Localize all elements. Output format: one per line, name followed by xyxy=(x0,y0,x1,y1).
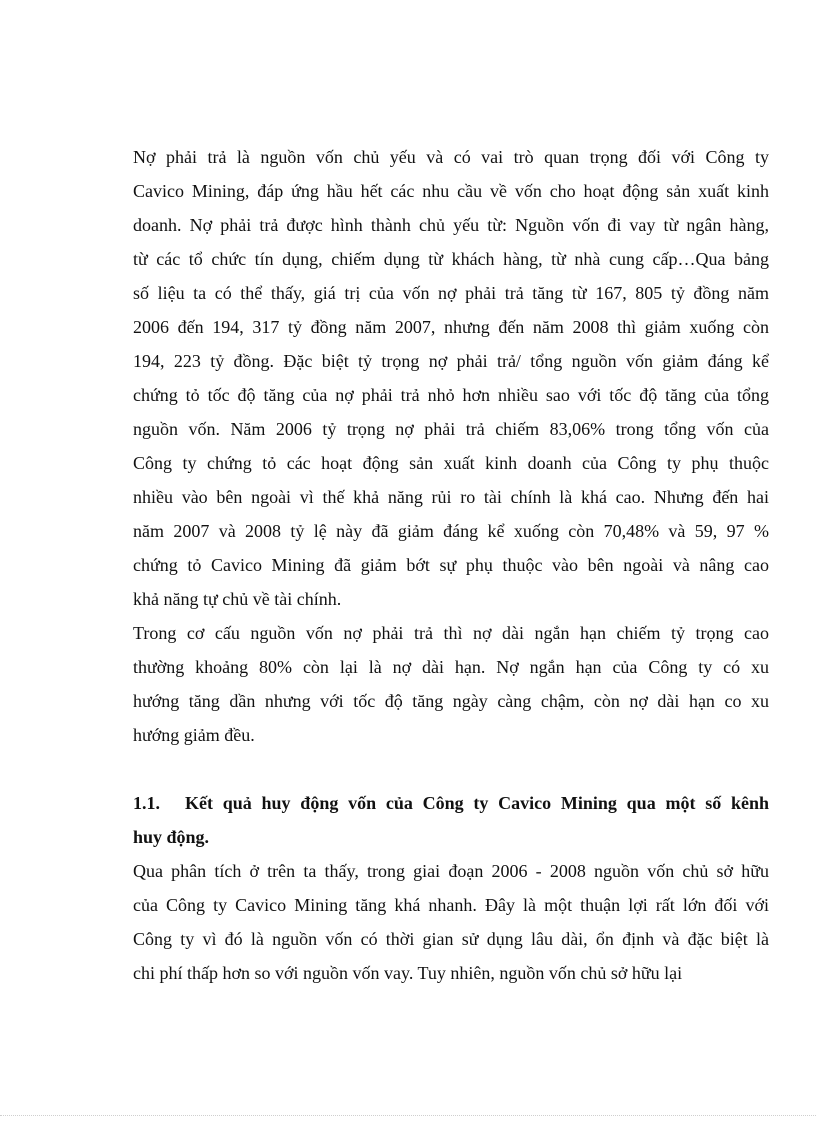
document-body xyxy=(133,140,769,990)
heading-text: Kết quả huy động vốn của Công ty Cavico Mining qua một số kênh xyxy=(185,793,769,813)
text-line: Công ty vì đó là nguồn vốn có thời gian sử dụng lâu dài, ổn định và đặc biệt là xyxy=(133,929,769,949)
text-line: chứng tỏ tốc độ tăng của nợ phải trả nhỏ hơn nhiều sao với tốc độ tăng của tổng xyxy=(133,385,769,405)
paragraph-debt-structure xyxy=(133,616,769,752)
text-line: chi phí thấp hơn so với nguồn vốn vay. Tuy nhiên, nguồn vốn chủ sở hữu lại xyxy=(133,963,683,983)
paragraph-spacer xyxy=(133,752,769,786)
page-bottom-divider xyxy=(0,1115,816,1116)
text-line: Nợ phải trả là nguồn vốn chủ yếu và có vai trò quan trọng đối với Công ty xyxy=(133,147,769,167)
text-line: năm 2007 và 2008 tỷ lệ này đã giảm đáng kể xuống còn 70,48% và 59, 97 % xyxy=(133,521,769,541)
text-line: chứng tỏ Cavico Mining đã giảm bớt sự phụ thuộc vào bên ngoài và nâng cao xyxy=(133,555,769,575)
text-line: hướng tăng dần nhưng với tốc độ tăng ngày càng chậm, còn nợ dài hạn co xu xyxy=(133,691,769,711)
text-line: Công ty chứng tỏ các hoạt động sản xuất kinh doanh của Công ty phụ thuộc xyxy=(133,453,769,473)
text-line: từ các tổ chức tín dụng, chiếm dụng từ khách hàng, từ nhà cung cấp…Qua bảng xyxy=(133,249,769,269)
heading-line: huy động. xyxy=(133,827,210,847)
text-line: 2006 đến 194, 317 tỷ đồng năm 2007, nhưng đến năm 2008 thì giảm xuống còn xyxy=(133,317,769,337)
text-line: Cavico Mining, đáp ứng hầu hết các nhu cầu về vốn cho hoạt động sản xuất kinh xyxy=(133,181,769,201)
text-line: hướng giảm đều. xyxy=(133,725,255,745)
paragraph-equity xyxy=(133,854,769,990)
heading-line xyxy=(133,786,769,820)
text-line: thường khoảng 80% còn lại là nợ dài hạn. Nợ ngắn hạn của Công ty có xu xyxy=(133,657,769,677)
section-heading xyxy=(133,786,769,854)
text-line: nhiều vào bên ngoài vì thế khả năng rủi ro tài chính là khá cao. Nhưng đến hai xyxy=(133,487,769,507)
text-line: Qua phân tích ở trên ta thấy, trong giai đoạn 2006 - 2008 nguồn vốn chủ sở hữu xyxy=(133,861,769,881)
text-line: nguồn vốn. Năm 2006 tỷ trọng nợ phải trả chiếm 83,06% trong tổng vốn của xyxy=(133,419,769,439)
text-line: 194, 223 tỷ đồng. Đặc biệt tỷ trọng nợ phải trả/ tổng nguồn vốn giảm đáng kể xyxy=(133,351,769,371)
section-number: 1.1. xyxy=(133,793,160,813)
text-line: của Công ty Cavico Mining tăng khá nhanh. Đây là một thuận lợi rất lớn đối với xyxy=(133,895,769,915)
text-line: doanh. Nợ phải trả được hình thành chủ yếu từ: Nguồn vốn đi vay từ ngân hàng, xyxy=(133,215,769,235)
text-line: khả năng tự chủ về tài chính. xyxy=(133,589,342,609)
text-line: số liệu ta có thể thấy, giá trị của vốn nợ phải trả tăng từ 167, 805 tỷ đồng năm xyxy=(133,283,769,303)
paragraph-liabilities xyxy=(133,140,769,616)
text-line: Trong cơ cấu nguồn vốn nợ phải trả thì nợ dài ngắn hạn chiếm tỷ trọng cao xyxy=(133,623,769,643)
